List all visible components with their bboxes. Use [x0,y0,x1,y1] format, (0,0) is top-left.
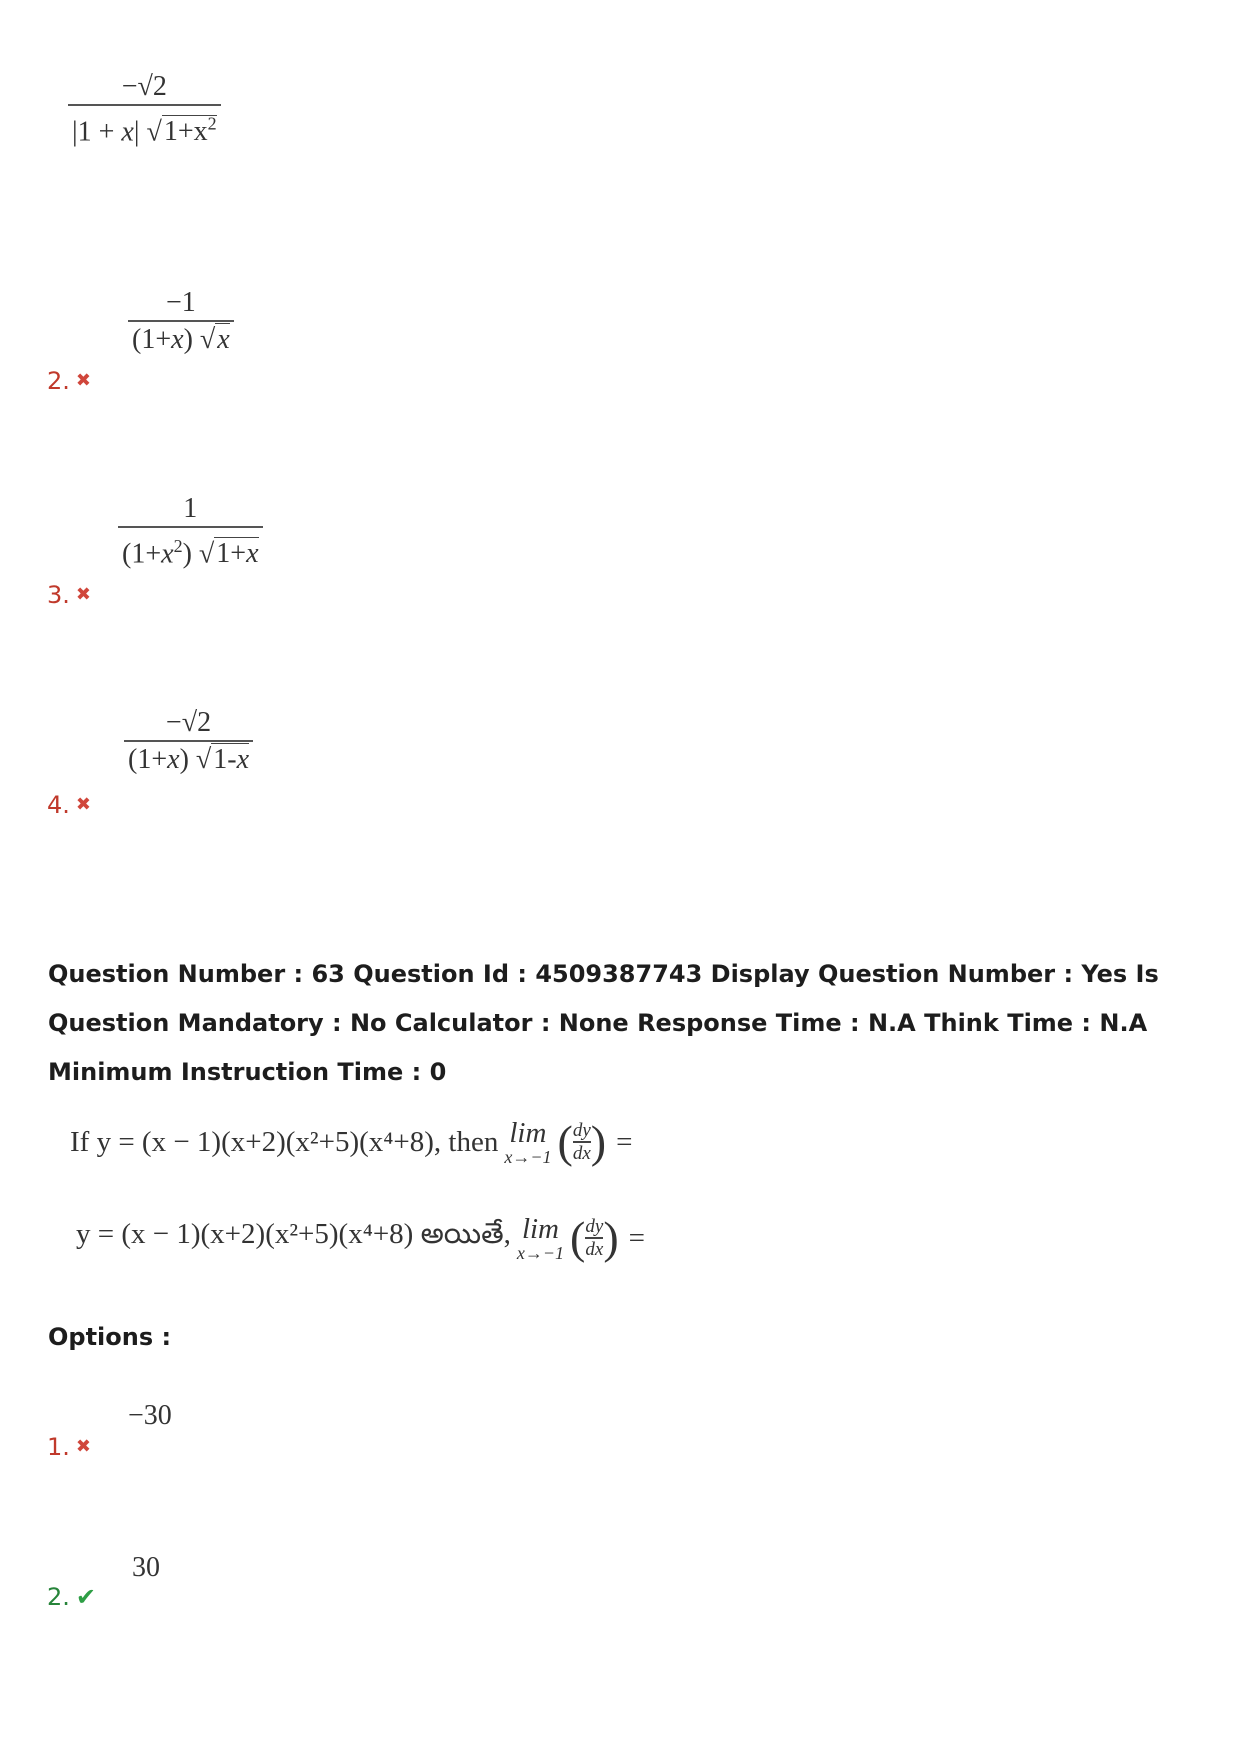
limit-operator: lim x→−1 [516,1213,565,1263]
option-1-number: 1. ✖ [47,1433,91,1461]
denominator: (1+x) √1-x [128,744,250,775]
derivative-fraction: dy dx [585,1216,604,1260]
numerator: 1 [183,493,198,524]
option-2-number: 2. ✔ [47,1583,97,1611]
option-1-value: −30 [128,1400,172,1431]
numerator: −√2 [165,707,212,738]
prev-option-2-formula [128,286,234,358]
question-header: Question Number : 63 Question Id : 4509387743 Display Question Number : Yes Is Question Mandatory : No Calculator : None Response Time : N.A Think Time : N.A Minimum Instruction Time : 0 [48,960,1159,1086]
prev-option-2-number: 2. ✖ [47,367,91,395]
numerator: −√2 [121,71,167,102]
prev-option-3-number: 3. ✖ [47,581,91,609]
limit-operator: lim x→−1 [504,1117,552,1167]
check-icon: ✔ [75,1583,97,1611]
prev-option-4-number: 4. ✖ [47,791,91,819]
numerator: −1 [165,287,196,318]
prev-option-3-formula [118,492,263,572]
wrong-icon: ✖ [75,794,91,815]
wrong-icon: ✖ [75,370,91,391]
denominator: $(1+x^2)$ √1+x [122,536,259,570]
options-label: Options : [48,1323,172,1351]
question-english-text: If y = (x − 1)(x+2)(x²+5)(x⁴+8), then [70,1125,499,1158]
question-english: If y = (x − 1)(x+2)(x²+5)(x⁴+8), then lim x→−1 ( dy dx ) = [70,1116,633,1167]
question-telugu-text: y = (x − 1)(x+2)(x²+5)(x⁴+8) అయితే, [76,1218,511,1250]
prev-option-1-formula [68,70,221,150]
prev-option-4-formula [124,706,253,778]
derivative-fraction: dy dx [572,1120,591,1164]
option-2-value: 30 [132,1552,160,1583]
denominator: |1 + x| $√1+x^2$ [72,114,217,148]
wrong-icon: ✖ [75,584,91,605]
denominator: (1+x) √x [132,324,230,355]
wrong-icon: ✖ [75,1436,91,1457]
question-telugu: y = (x − 1)(x+2)(x²+5)(x⁴+8) అయితే, lim x→−1 ( dy dx ) = [76,1212,645,1263]
